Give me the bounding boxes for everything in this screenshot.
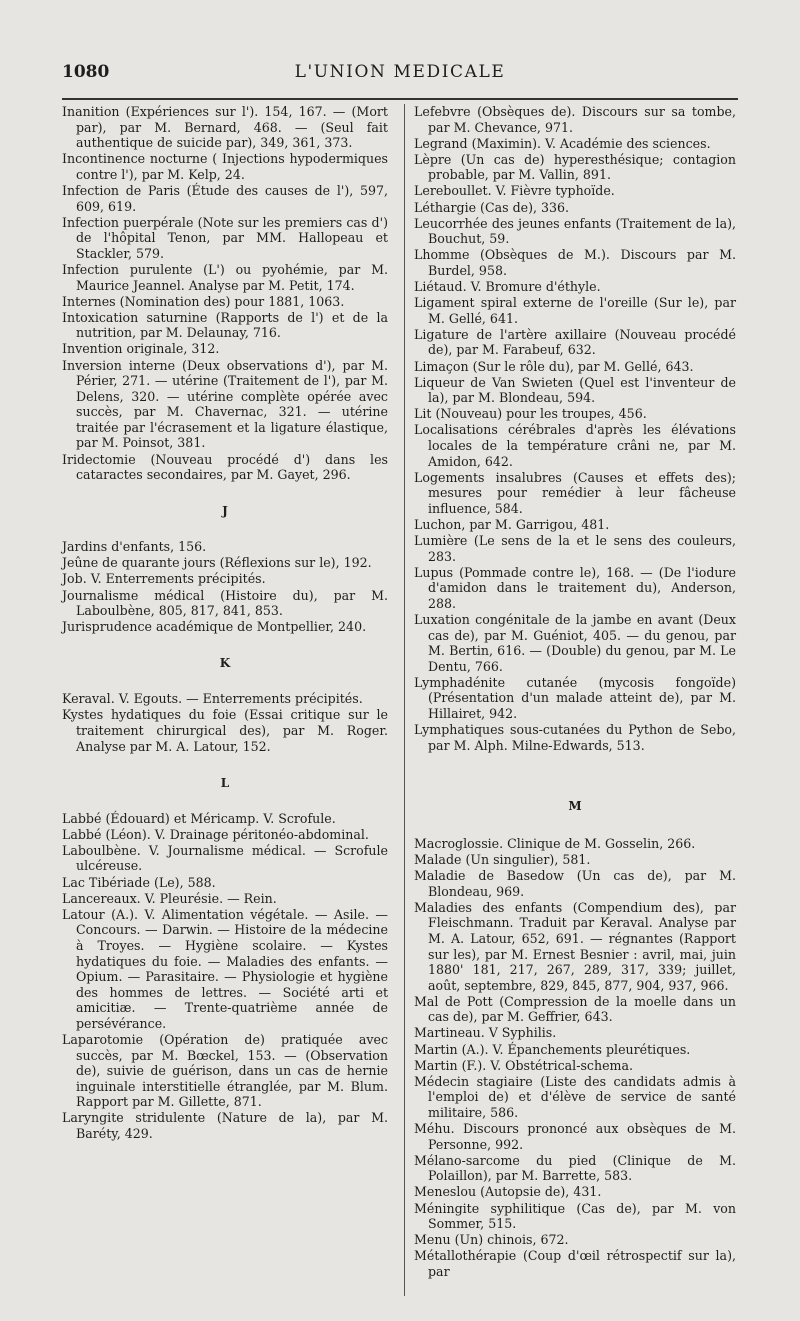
index-entry: Luchon, par M. Garrigou, 481. xyxy=(414,516,610,532)
index-entry: Lèpre (Un cas de) hyperesthésique; contagion probable, par M. Vallin, 891. xyxy=(414,151,736,183)
index-entry: Meneslou (Autopsie de), 431. xyxy=(414,1184,602,1200)
index-entry: Lhomme (Obsèques de M.). Discours par M. Burdel, 958. xyxy=(414,247,736,278)
index-entry: Laryngite stridulente (Nature de la), par M. Baréty, 429. xyxy=(62,1110,388,1142)
index-entry: Lac Tibériade (Le), 588. xyxy=(62,874,216,890)
index-entry: Lancereaux. V. Pleurésie. — Rein. xyxy=(62,890,277,906)
index-entry: Lymphatiques sous-cutanées du Python de Sebo, par M. Alph. Milne-Edwards, 513. xyxy=(414,722,736,753)
index-entry: Legrand (Maximin). V. Académie des sciences. xyxy=(414,135,711,151)
section-letter: J xyxy=(222,504,228,519)
index-entry: Iridectomie (Nouveau procédé d') dans les cataractes secondaires, par M. Gayet, 296. xyxy=(62,451,388,483)
index-entry: Métallothérapie (Coup d'œil rétrospectif sur la), par xyxy=(414,1248,736,1279)
index-entry: Ligature de l'artère axillaire (Nouveau procédé de), par M. Farabeuf, 632. xyxy=(414,326,736,358)
index-entry: Laparotomie (Opération de) pratiquée avec succès, par M. Bœckel, 153. — (Observation de), suivie de guérison, dans un cas de hernie inguinale interstitielle étranglée, par M. Blum. Rapport par M. Gillette, 871. xyxy=(62,1032,388,1110)
index-entry: Labbé (Édouard) et Méricamp. V. Scrofule. xyxy=(62,810,336,826)
header-rule xyxy=(62,98,738,100)
index-entry: Macroglossie. Clinique de M. Gosselin, 266. xyxy=(414,835,696,851)
right-column xyxy=(414,104,736,1280)
index-entry: Lumière (Le sens de la et le sens des couleurs, 283. xyxy=(414,533,736,564)
index-entry: Keraval. V. Egouts. — Enterrements précipités. xyxy=(62,691,363,707)
index-entry: Localisations cérébrales d'après les élévations locales de la température crâni ne, par M. Amidon, 642. xyxy=(414,422,736,469)
index-entry: Infection de Paris (Étude des causes de l'), 597, 609, 619. xyxy=(62,182,388,214)
index-entry: Jurisprudence académique de Montpellier, 240. xyxy=(62,619,367,635)
index-entry: Léthargie (Cas de), 336. xyxy=(414,199,570,215)
index-entry: Limaçon (Sur le rôle du), par M. Gellé, 643. xyxy=(414,358,694,374)
index-entry: Malade (Un singulier), 581. xyxy=(414,851,591,867)
index-entry: Méhu. Discours prononcé aux obsèques de M. Personne, 992. xyxy=(414,1121,736,1152)
index-entry: Kystes hydatiques du foie (Essai critique sur le traitement chirurgical des), par M. Roger. Analyse par M. A. Latour, 152. xyxy=(62,707,388,754)
index-entry: Logements insalubres (Causes et effets des); mesures pour remédier à leur fâcheuse influence, 584. xyxy=(414,469,736,516)
index-entry: Inanition (Expériences sur l'). 154, 167. — (Mort par), par M. Bernard, 468. — (Seul fait authentique de suicide par), 349, 361, 373. xyxy=(62,104,388,151)
index-entry: Intoxication saturnine (Rapports de l') et de la nutrition, par M. Delaunay, 716. xyxy=(62,309,388,341)
index-entry: Jeûne de quarante jours (Réflexions sur le), 192. xyxy=(62,555,372,571)
section-letter: L xyxy=(220,775,230,790)
column-divider xyxy=(404,104,405,1296)
index-entry: Infection puerpérale (Note sur les premiers cas d') de l'hôpital Tenon, par MM. Hallopeau et Stackler, 579. xyxy=(62,214,388,261)
page-header xyxy=(62,56,738,92)
index-entry: Lupus (Pommade contre le), 168. — (De l'iodure d'amidon dans le traitement du), Anderson, 288. xyxy=(414,564,736,611)
index-entry: Job. V. Enterrements précipités. xyxy=(62,571,266,587)
index-entry: Martineau. V Syphilis. xyxy=(414,1025,557,1041)
index-entry: Lymphadénite cutanée (mycosis fongoïde) (Présentation d'un malade atteint de), par M. Hillairet, 942. xyxy=(414,674,736,722)
section-letter: M xyxy=(568,798,582,813)
index-entry: Leucorrhée des jeunes enfants (Traitement de la), Bouchut, 59. xyxy=(414,215,736,247)
index-entry: Martin (A.). V. Épanchements pleurétiques. xyxy=(414,1041,691,1057)
index-entry: Luxation congénitale de la jambe en avant (Deux cas de), par M. Guéniot, 405. — du genou, par M. Bertin, 616. — (Double) du genou, par M. Le Dentu, 766. xyxy=(414,612,736,674)
index-entry: Infection purulente (L') ou pyohémie, par M. Maurice Jeannel. Analyse par M. Petit, 174. xyxy=(62,261,388,293)
index-entry: Laboulbène. V. Journalisme médical. — Scrofule ulcéreuse. xyxy=(62,842,388,874)
index-entry: Maladies des enfants (Compendium des), par Fleischmann. Traduit par Keraval. Analyse par M. A. Latour, 652, 691. — régnantes (Rapport sur les), par M. Ernest Besnier : avril, mai, juin 1880' 181, 217, 267, 289, 317, 339; juillet, août, septembre, 829, 845, 877, 904, 937, 966. xyxy=(414,899,736,993)
page-number: 1080 xyxy=(62,62,110,82)
index-entry: Méningite syphilitique (Cas de), par M. von Sommer, 515. xyxy=(414,1200,736,1232)
index-entry: Jardins d'enfants, 156. xyxy=(62,539,207,555)
index-entry: Invention originale, 312. xyxy=(62,341,220,357)
index-entry: Inversion interne (Deux observations d'), par M. Périer, 271. — utérine (Traitement de l'), par M. Delens, 320. — utérine complète opérée avec succès, par M. Chavernac, 321. — utérine traitée par l'écrasement et la ligature élastique, par M. Poinsot, 381. xyxy=(62,357,388,451)
index-entry: Mal de Pott (Compression de la moelle dans un cas de), par M. Geffrier, 643. xyxy=(414,993,736,1025)
index-entry: Lereboullet. V. Fièvre typhoïde. xyxy=(414,183,615,199)
index-entry: Journalisme médical (Histoire du), par M. Laboulbène, 805, 817, 841, 853. xyxy=(62,587,388,619)
index-entry: Liqueur de Van Swieten (Quel est l'inventeur de la), par M. Blondeau, 594. xyxy=(414,374,736,406)
index-entry: Maladie de Basedow (Un cas de), par M. Blondeau, 969. xyxy=(414,868,736,899)
index-entry: Labbé (Léon). V. Drainage péritonéo-abdominal. xyxy=(62,826,369,842)
index-entry: Liétaud. V. Bromure d'éthyle. xyxy=(414,279,601,295)
running-title: L'UNION MEDICALE xyxy=(294,62,506,82)
index-entry: Martin (F.). V. Obstétrical-schema. xyxy=(414,1057,633,1073)
index-entry: Internes (Nomination des) pour 1881, 1063. xyxy=(62,293,345,309)
index-entry: Lit (Nouveau) pour les troupes, 456. xyxy=(414,406,647,422)
section-letter: K xyxy=(219,656,231,671)
left-column xyxy=(62,104,388,1142)
index-entry: Incontinence nocturne ( Injections hypodermiques contre l'), par M. Kelp, 24. xyxy=(62,151,388,182)
index-entry: Médecin stagiaire (Liste des candidats admis à l'emploi de) et d'élève de service de santé militaire, 586. xyxy=(414,1073,736,1120)
index-entry: Mélano-sarcome du pied (Clinique de M. Polaillon), par M. Barrette, 583. xyxy=(414,1152,736,1184)
index-entry: Ligament spiral externe de l'oreille (Sur le), par M. Gellé, 641. xyxy=(414,295,736,326)
spacer xyxy=(414,754,736,776)
index-entry: Lefebvre (Obsèques de). Discours sur sa tombe, par M. Chevance, 971. xyxy=(414,104,736,135)
index-entry: Menu (Un) chinois, 672. xyxy=(414,1232,569,1248)
index-entry: Latour (A.). V. Alimentation végétale. — Asile. — Concours. — Darwin. — Histoire de la médecine à Troyes. — Hygiène scolaire. — Kystes hydatiques du foie. — Maladies des enfants. — Opium. — Parasitaire. — Physiologie et hygiène des hommes de lettres. — Société arti et amicitiæ. — Trente-quatrième année de persévérance. xyxy=(62,906,388,1031)
